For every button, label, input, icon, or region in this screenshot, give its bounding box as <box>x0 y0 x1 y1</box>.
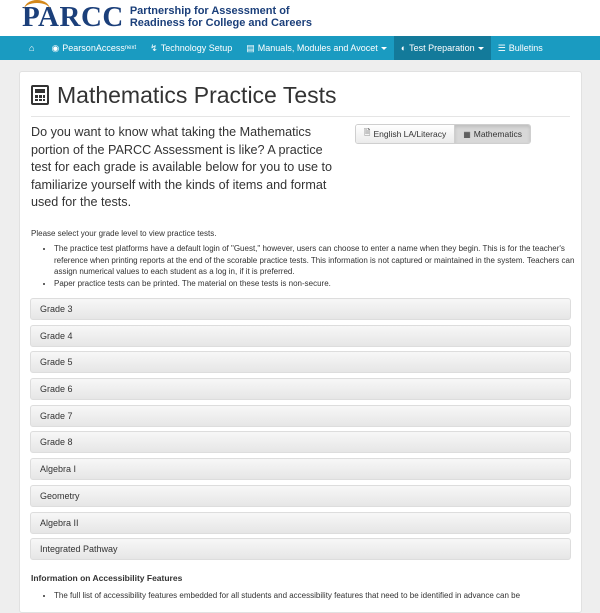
grade-panel-algebra-2[interactable]: Algebra II <box>30 512 571 534</box>
nav-bulletins[interactable]: ☰ Bulletins <box>497 42 543 53</box>
calculator-icon <box>31 85 49 105</box>
nav-manuals-dropdown[interactable]: ▤ Manuals, Modules and Avocet <box>239 36 393 60</box>
grade-panel-geometry[interactable]: Geometry <box>30 485 571 507</box>
main-navbar <box>0 36 600 60</box>
grade-panel-grade-5[interactable]: Grade 5 <box>30 351 571 373</box>
page-title: Mathematics Practice Tests <box>57 82 337 108</box>
tab-mathematics[interactable]: ▦ Mathematics <box>454 125 530 143</box>
grade-select-prompt: Please select your grade level to view practice tests. <box>31 229 217 238</box>
tab-english-la-literacy[interactable]: 🗎 English LA/Literacy <box>356 125 454 143</box>
site-header <box>0 0 600 36</box>
logo-arc <box>24 0 50 19</box>
book-icon: ▤ <box>246 42 255 53</box>
grade-panel-grade-7[interactable]: Grade 7 <box>30 405 571 427</box>
accessibility-heading: Information on Accessibility Features <box>31 573 183 583</box>
nav-home[interactable] <box>22 36 44 60</box>
title-divider <box>31 116 570 117</box>
logo-wordmark: PARCC <box>22 1 124 33</box>
grade-panel-grade-8[interactable]: Grade 8 <box>30 431 571 453</box>
globe-icon: ◉ <box>51 42 60 53</box>
list-item: • The practice test platforms have a default login of "Guest," however, users can choose to enter a name when they begin. This is for the teacher's reference when printing reports at the end of the scorable practice tests. This information is not captured or maintained in the system. Teachers can assign numerical values to each student as a log in, if it is preferred. <box>54 243 584 278</box>
logo-tagline: Partnership for Assessment of Readiness for College and Careers <box>129 5 313 29</box>
grade-panel-integrated-pathway[interactable]: Integrated Pathway <box>30 538 571 560</box>
grade-panel-grade-6[interactable]: Grade 6 <box>30 378 571 400</box>
document-icon: 🗎 <box>364 128 371 137</box>
dashboard-icon: ◐ <box>400 43 407 53</box>
grade-panel-algebra-1[interactable]: Algebra I <box>30 458 571 480</box>
grade-accordion <box>30 298 571 565</box>
calculator-icon: ▦ <box>463 129 471 139</box>
grade-panel-grade-3[interactable]: Grade 3 <box>30 298 571 320</box>
content-panel <box>19 71 582 613</box>
nav-test-preparation-dropdown[interactable]: ◐ Test Preparation <box>394 36 491 60</box>
nav-technology-setup[interactable]: ↯ Technology Setup <box>150 42 233 53</box>
nav-pearsonaccess[interactable]: ◉ PearsonAccess next <box>51 42 137 53</box>
list-item: • The full list of accessibility features embedded for all students and accessibility features that need to be identified in advance can be <box>54 590 584 602</box>
intro-lead: Do you want to know what taking the Mathematics portion of the PARCC Assessment is like? A practice test for each grade is available below for you to use to familiarize yourself with the kinds of items and format used for the tests. <box>31 125 333 209</box>
grade-panel-grade-4[interactable]: Grade 4 <box>30 325 571 347</box>
subject-toggle <box>355 124 531 144</box>
parcc-logo[interactable] <box>22 2 312 32</box>
home-icon: ⌂ <box>29 43 35 53</box>
list-item: • Paper practice tests can be printed. The material on these tests is non-secure. <box>54 278 584 290</box>
bolt-icon: ↯ <box>150 42 158 53</box>
title-row <box>31 80 337 110</box>
list-icon: ☰ <box>497 42 506 53</box>
caret-down-icon <box>381 47 387 50</box>
practice-test-notes <box>41 243 584 289</box>
caret-down-icon <box>478 47 484 50</box>
